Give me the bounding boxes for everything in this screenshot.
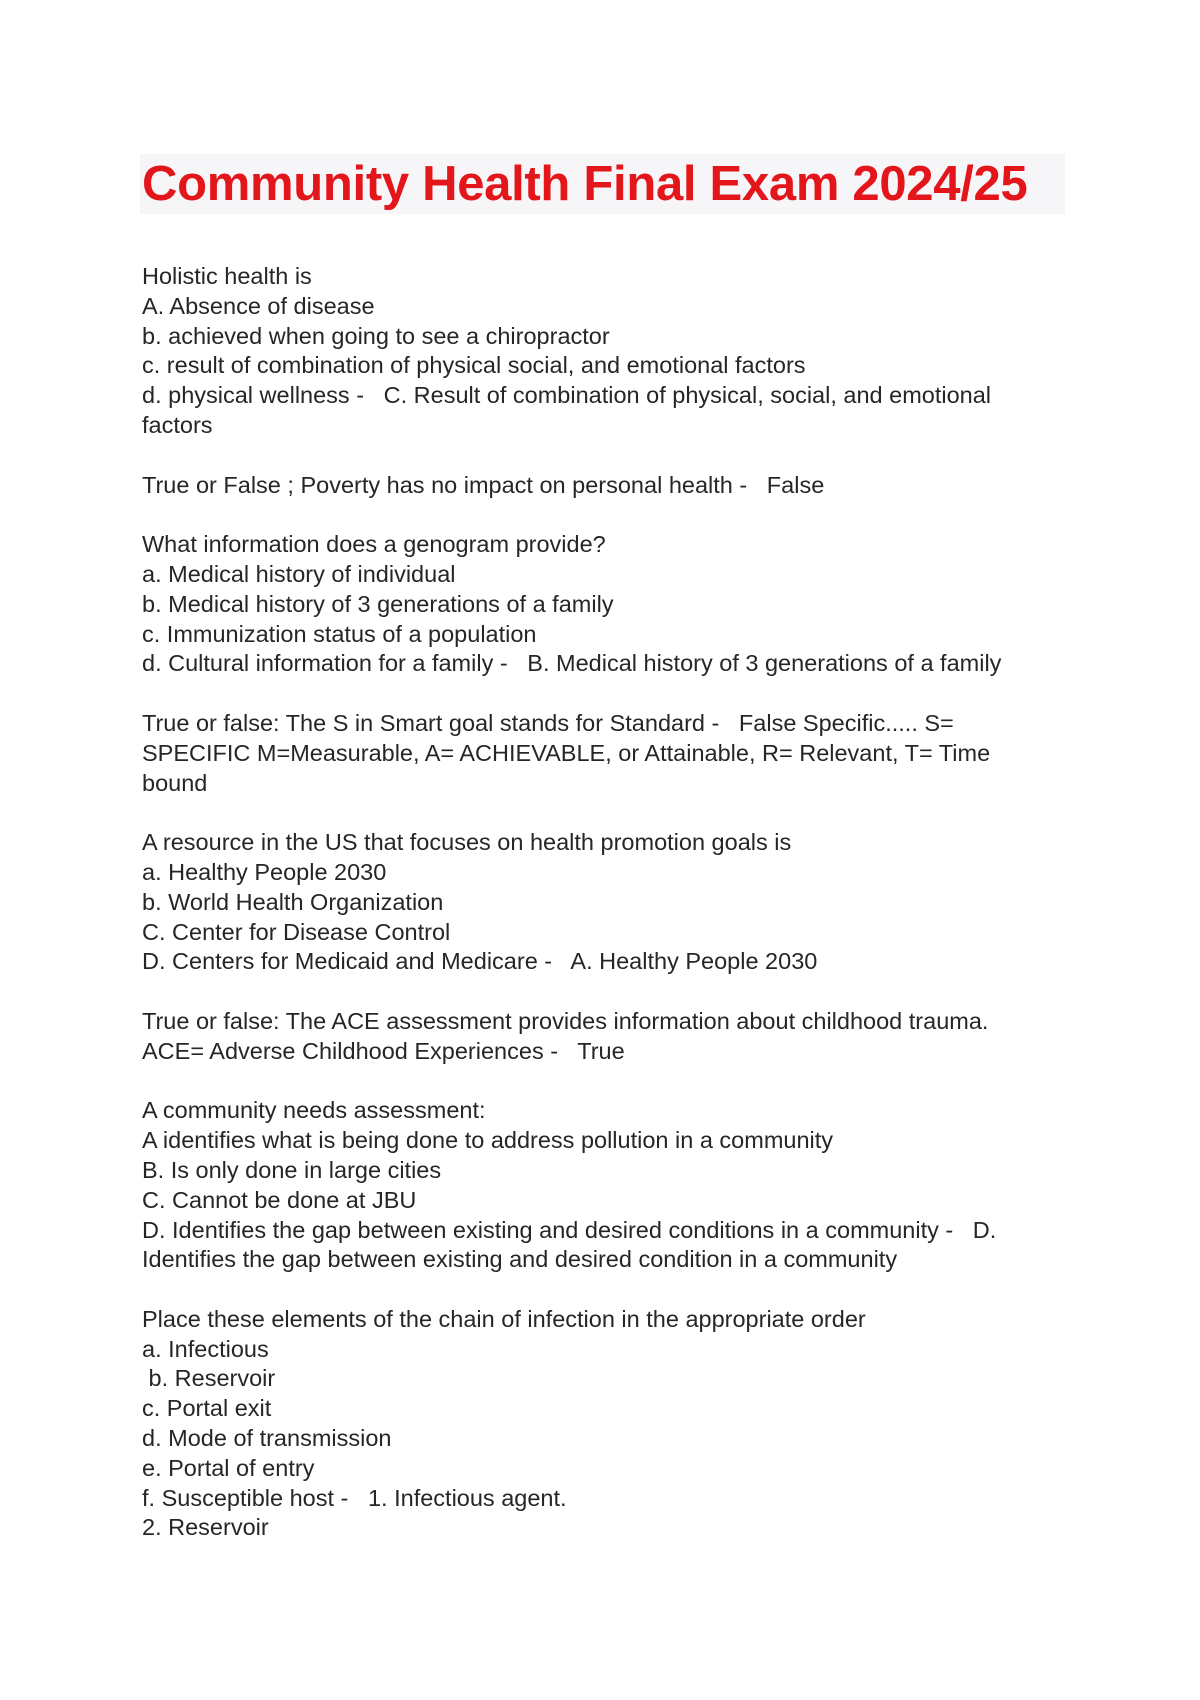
question-line: True or false: The ACE assessment provides information about childhood trauma. bbox=[142, 1007, 989, 1034]
answer-line: Identifies the gap between existing and desired condition in a community bbox=[142, 1246, 898, 1273]
question-line: True or False ; Poverty has no impact on personal health - False bbox=[142, 471, 825, 498]
answer-line: d. physical wellness - C. Result of combination of physical, social, and emotional bbox=[142, 382, 992, 409]
option-line: a. Medical history of individual bbox=[142, 560, 456, 587]
question-line: True or false: The S in Smart goal stands for Standard - False Specific..... S= bbox=[142, 709, 954, 736]
option-line: c. Portal exit bbox=[142, 1395, 272, 1422]
question-block-genogram bbox=[142, 530, 1022, 679]
question-block-health-promotion bbox=[142, 828, 1022, 977]
option-line: d. Mode of transmission bbox=[142, 1425, 392, 1452]
question-line: A resource in the US that focuses on health promotion goals is bbox=[142, 829, 792, 856]
option-line: b. achieved when going to see a chiropractor bbox=[142, 322, 610, 349]
question-line: Place these elements of the chain of infection in the appropriate order bbox=[142, 1305, 866, 1332]
answer-line: factors bbox=[142, 411, 213, 438]
option-line: a. Healthy People 2030 bbox=[142, 858, 387, 885]
answer-line: SPECIFIC M=Measurable, A= ACHIEVABLE, or Attainable, R= Relevant, T= Time bbox=[142, 739, 991, 766]
question-block-needs-assessment bbox=[142, 1096, 1022, 1275]
option-line: b. World Health Organization bbox=[142, 888, 444, 915]
option-line: C. Cannot be done at JBU bbox=[142, 1186, 417, 1213]
question-block-ace bbox=[142, 1007, 1022, 1067]
option-line: c. result of combination of physical social, and emotional factors bbox=[142, 352, 806, 379]
option-line: a. Infectious bbox=[142, 1335, 269, 1362]
page-title: Community Health Final Exam 2024/25 bbox=[142, 157, 1028, 211]
option-line: b. Reservoir bbox=[142, 1365, 276, 1392]
option-line: e. Portal of entry bbox=[142, 1454, 315, 1481]
answer-line: D. Identifies the gap between existing and desired conditions in a community - D. bbox=[142, 1216, 997, 1243]
question-block-holistic-health bbox=[142, 262, 1022, 441]
answer-line: ACE= Adverse Childhood Experiences - True bbox=[142, 1037, 625, 1064]
option-line: A identifies what is being done to address pollution in a community bbox=[142, 1127, 834, 1154]
option-line: c. Immunization status of a population bbox=[142, 620, 537, 647]
question-list bbox=[142, 262, 1022, 1573]
question-line: A community needs assessment: bbox=[142, 1097, 486, 1124]
answer-line: d. Cultural information for a family - B. Medical history of 3 generations of a family bbox=[142, 650, 1002, 677]
option-line: C. Center for Disease Control bbox=[142, 918, 451, 945]
question-line: Holistic health is bbox=[142, 263, 312, 289]
question-block-poverty bbox=[142, 471, 1022, 501]
option-line: A. Absence of disease bbox=[142, 292, 375, 319]
answer-line: f. Susceptible host - 1. Infectious agent. bbox=[142, 1484, 567, 1511]
answer-line: 2. Reservoir bbox=[142, 1514, 269, 1541]
answer-line: bound bbox=[142, 769, 208, 796]
option-line: B. Is only done in large cities bbox=[142, 1156, 442, 1183]
option-line: b. Medical history of 3 generations of a family bbox=[142, 590, 614, 617]
answer-line: D. Centers for Medicaid and Medicare - A. Healthy People 2030 bbox=[142, 948, 818, 975]
question-line: What information does a genogram provide? bbox=[142, 531, 606, 558]
question-block-smart-goal bbox=[142, 709, 1022, 798]
question-block-chain-of-infection bbox=[142, 1305, 1022, 1543]
